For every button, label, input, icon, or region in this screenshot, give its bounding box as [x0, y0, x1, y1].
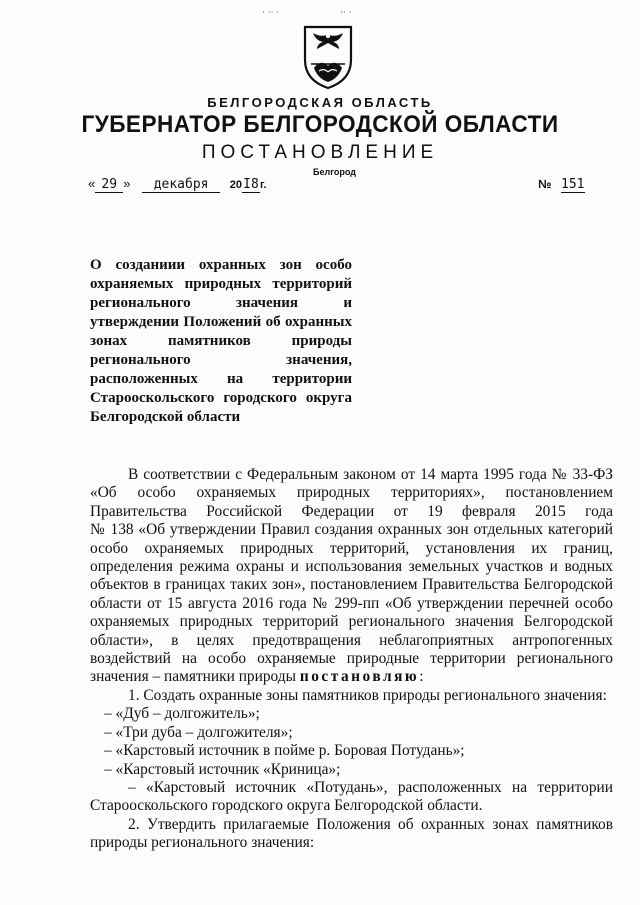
date-year-unit: г. [259, 179, 267, 191]
scan-artifact: · ·· · [262, 8, 280, 18]
body-line: воздействий на особо охраняемые природные территории регионального [90, 650, 613, 668]
date-day: 29 [95, 177, 123, 193]
governor-heading: ГУБЕРНАТОР БЕЛГОРОДСКОЙ ОБЛАСТИ [81, 111, 559, 138]
coat-of-arms-emblem [302, 24, 354, 90]
title-line: утверждении Положений об охранных [90, 314, 352, 330]
resolution-keyword: постановляю [299, 668, 420, 686]
body-line: области», в целях предотвращения неблагоприятных антропогенных [90, 631, 613, 649]
body-line: области от 15 августа 2016 года № 299-пп «Об утверждении перечней особо [90, 594, 613, 612]
date-year-suffix: I8 [243, 177, 259, 192]
decree-number [538, 176, 585, 192]
body-line-resolution [90, 668, 613, 686]
title-line: охраняемых природных территорий [90, 276, 352, 292]
list-item: – «Карстовый источник «Криница»; [104, 760, 341, 778]
title-line: расположенных на территории [90, 371, 352, 387]
item-2-continuation: природы регионального значения: [90, 834, 315, 852]
body-line: особо охраняемых природных территорий, установления их границ, [90, 539, 613, 557]
title-line: Старооскольского городского округа [90, 390, 352, 406]
list-item: – «Три дуба – долгожителя»; [104, 723, 293, 741]
title-line: Белгородской области [90, 409, 241, 425]
number-label: № [538, 177, 552, 191]
body-line: определения режима охраны и использования земельных участков и водных [90, 558, 613, 576]
date-year-prefix: 20 [229, 179, 242, 191]
body-line: охраняемых природных территорий регионального значения Белгородской [90, 613, 613, 631]
date-close-quote: » [123, 176, 131, 191]
body-line: В соответствии с Федеральным законом от 14 марта 1995 года № 33-ФЗ [128, 466, 613, 483]
body-line: объектов в границах таких зон», постановлением Правительства Белгородской [90, 576, 613, 594]
list-item-continuation: Старооскольского городского округа Белгородской области. [90, 797, 483, 815]
list-item: – «Дуб – долгожитель»; [104, 705, 260, 723]
number-value: 151 [561, 177, 585, 192]
list-item: – «Карстовый источник в пойме р. Боровая Потудань»; [104, 742, 465, 760]
title-line: зонах памятников природы [90, 333, 352, 349]
resolution-prefix: значения – памятники природы [90, 668, 300, 686]
list-item: – «Карстовый источник «Потудань», расположенных на территории [128, 778, 613, 796]
city-label: Белгород [313, 167, 356, 177]
title-line: регионального значения и [90, 295, 352, 311]
item-1: 1. Создать охранные зоны памятников природы регионального значения: [128, 686, 607, 704]
title-line: регионального значения, [90, 352, 352, 368]
body-line: «Об особо охраняемых природных территориях», постановлением [90, 484, 613, 502]
resolution-colon: : [419, 668, 424, 686]
scan-artifact: ·· · [340, 8, 352, 18]
decree-heading: ПОСТАНОВЛЕНИЕ [201, 142, 439, 163]
date-month: декабря [142, 177, 220, 193]
decree-date [88, 176, 267, 193]
region-heading: БЕЛГОРОДСКАЯ ОБЛАСТЬ [207, 95, 433, 110]
body-line: Правительства Российской Федерации от 19 февраля 2015 года [90, 502, 613, 520]
body-line: № 138 «Об утверждении Правил создания охранных зон отдельных категорий [90, 521, 613, 539]
decree-body [90, 466, 613, 853]
item-2: 2. Утвердить прилагаемые Положения об охранных зонах памятников [128, 815, 613, 833]
date-open-quote: « [88, 176, 96, 191]
title-line: О созданиии охранных зон особо [90, 257, 352, 273]
decree-title [90, 256, 352, 427]
